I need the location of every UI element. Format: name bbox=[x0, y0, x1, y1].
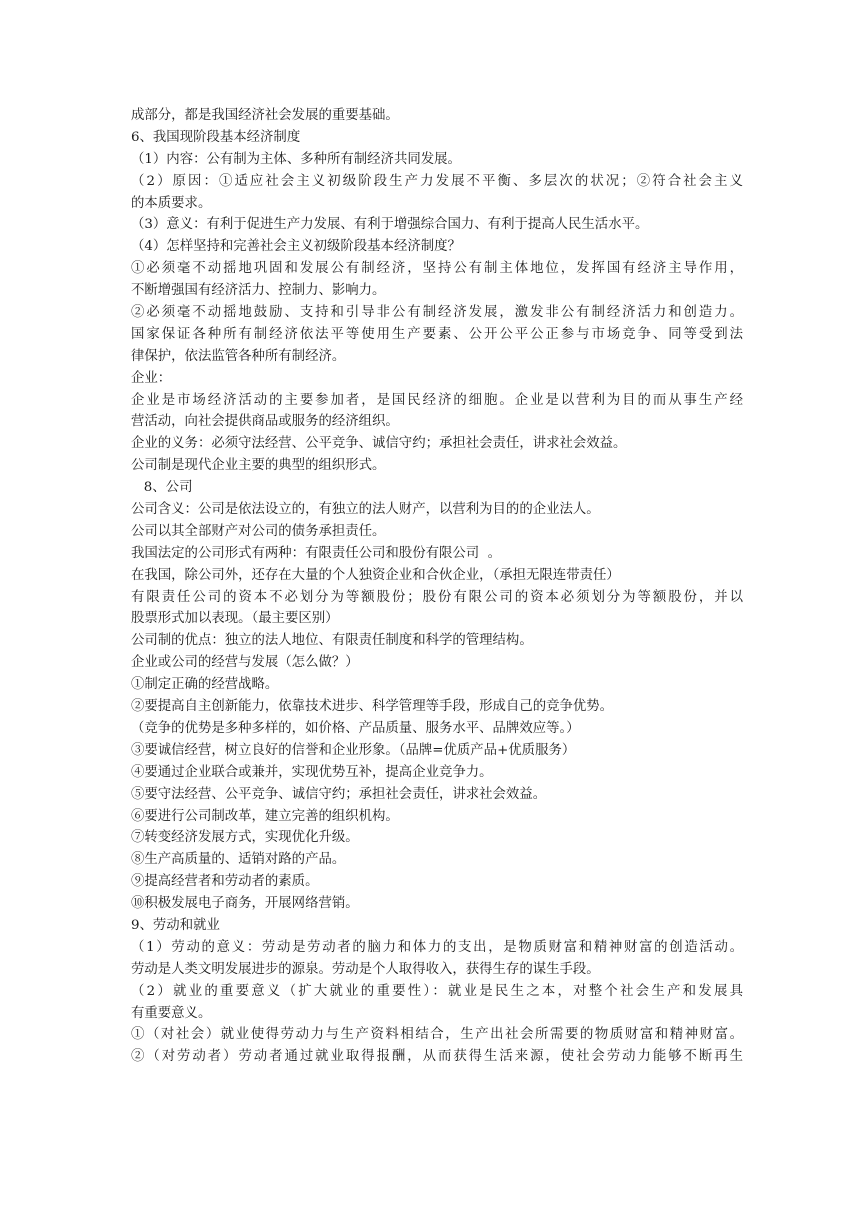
list-item: ⑤要守法经营、公平竞争、诚信守约；承担社会责任，讲求社会效益。 bbox=[131, 786, 547, 802]
list-item: ④要通过企业联合或兼并，实现优势互补，提高企业竞争力。 bbox=[131, 764, 493, 780]
text-line: （竞争的优势是多种多样的，如价格、产品质量、服务水平、品牌效应等。） bbox=[131, 720, 580, 736]
list-item: ②要提高自主创新能力，依靠技术进步、科学管理等手段，形成自己的竞争优势。 bbox=[131, 699, 614, 715]
list-item: ①制定正确的经营战略。 bbox=[131, 677, 279, 693]
text-line: 的本质要求。 bbox=[131, 195, 212, 211]
text-line: 律保护，依法监管各种所有制经济。 bbox=[131, 348, 346, 364]
list-item: ⑥要进行公司制改革，建立完善的组织机构。 bbox=[131, 808, 399, 824]
text-line: （2）原因：①适应社会主义初级阶段生产力发展不平衡、多层次的状况；②符合社会主义 bbox=[131, 173, 743, 189]
text-line: 有限责任公司的资本不必划分为等额股份；股份有限公司的资本必须划分为等额股份，并以 bbox=[131, 589, 743, 605]
text-line: 股票形式加以表现。（最主要区别） bbox=[131, 611, 339, 627]
text-line: 企业是市场经济活动的主要参加者，是国民经济的细胞。企业是以营利为目的而从事生产经 bbox=[131, 392, 743, 408]
text-line: 在我国，除公司外，还存在大量的个人独资企业和合伙企业，（承担无限连带责任） bbox=[131, 567, 620, 583]
text-line: 公司以其全部财产对公司的债务承担责任。 bbox=[131, 523, 386, 539]
text-line: 公司制的优点：独立的法人地位、有限责任制度和科学的管理结构。 bbox=[131, 633, 533, 649]
text-line: 营活动，向社会提供商品或服务的经济组织。 bbox=[131, 414, 399, 430]
list-item: ①（对社会）就业使得劳动力与生产资料相结合，生产出社会所需要的物质财富和精神财富。 bbox=[131, 1027, 743, 1043]
list-item: ⑩积极发展电子商务，开展网络营销。 bbox=[131, 896, 359, 912]
text-line: 企业或公司的经营与发展（怎么做？） bbox=[131, 655, 359, 671]
text-line: 企业的义务：必须守法经营、公平竞争、诚信守约；承担社会责任，讲求社会效益。 bbox=[131, 436, 627, 452]
text-line: 有重要意义。 bbox=[131, 1005, 212, 1021]
list-item: ⑨提高经营者和劳动者的素质。 bbox=[131, 874, 319, 890]
text-line: ②必须毫不动摇地鼓励、支持和引导非公有制经济发展，激发非公有制经济活力和创造力。 bbox=[131, 305, 743, 321]
text-line: 公司制是现代企业主要的典型的组织形式。 bbox=[131, 458, 386, 474]
text-line: 成部分，都是我国经济社会发展的重要基础。 bbox=[131, 108, 399, 123]
document-body bbox=[131, 105, 743, 1068]
section-heading: 6、我国现阶段基本经济制度 bbox=[131, 129, 301, 145]
text-line: （1）内容：公有制为主体、多种所有制经济共同发展。 bbox=[131, 151, 461, 167]
text-line: （3）意义：有利于促进生产力发展、有利于增强综合国力、有利于提高人民生活水平。 bbox=[131, 217, 649, 233]
text-line: （2）就业的重要意义（扩大就业的重要性）：就业是民生之本，对整个社会生产和发展具 bbox=[131, 983, 743, 999]
text-line: 不断增强国有经济活力、控制力、影响力。 bbox=[131, 283, 386, 299]
text-line: ①必须毫不动摇地巩固和发展公有制经济，坚持公有制主体地位，发挥国有经济主导作用， bbox=[131, 261, 743, 277]
section-heading: 企业： bbox=[131, 370, 172, 386]
list-item: ⑧生产高质量的、适销对路的产品。 bbox=[131, 852, 346, 868]
text-line: 公司含义：公司是依法设立的，有独立的法人财产，以营利为目的的企业法人。 bbox=[131, 502, 600, 518]
text-line: （1）劳动的意义：劳动是劳动者的脑力和体力的支出，是物质财富和精神财富的创造活动。 bbox=[131, 939, 743, 955]
list-item: ⑦转变经济发展方式，实现优化升级。 bbox=[131, 830, 359, 846]
section-heading: 9、劳动和就业 bbox=[131, 917, 220, 933]
text-line: （4）怎样坚持和完善社会主义初级阶段基本经济制度？ bbox=[131, 239, 461, 255]
list-item: ②（对劳动者）劳动者通过就业取得报酬，从而获得生活来源，使社会劳动力能够不断再生 bbox=[131, 1049, 743, 1065]
text-line: 我国法定的公司形式有两种：有限责任公司和股份有限公司 。 bbox=[131, 545, 502, 561]
text-line: 劳动是人类文明发展进步的源泉。劳动是个人取得收入，获得生存的谋生手段。 bbox=[131, 961, 600, 977]
list-item: ③要诚信经营，树立良好的信誉和企业形象。（品牌=优质产品+优质服务） bbox=[131, 742, 576, 758]
section-heading: 8、公司 bbox=[131, 480, 193, 496]
text-line: 国家保证各种所有制经济依法平等使用生产要素、公开公平公正参与市场竞争、同等受到法 bbox=[131, 326, 743, 342]
